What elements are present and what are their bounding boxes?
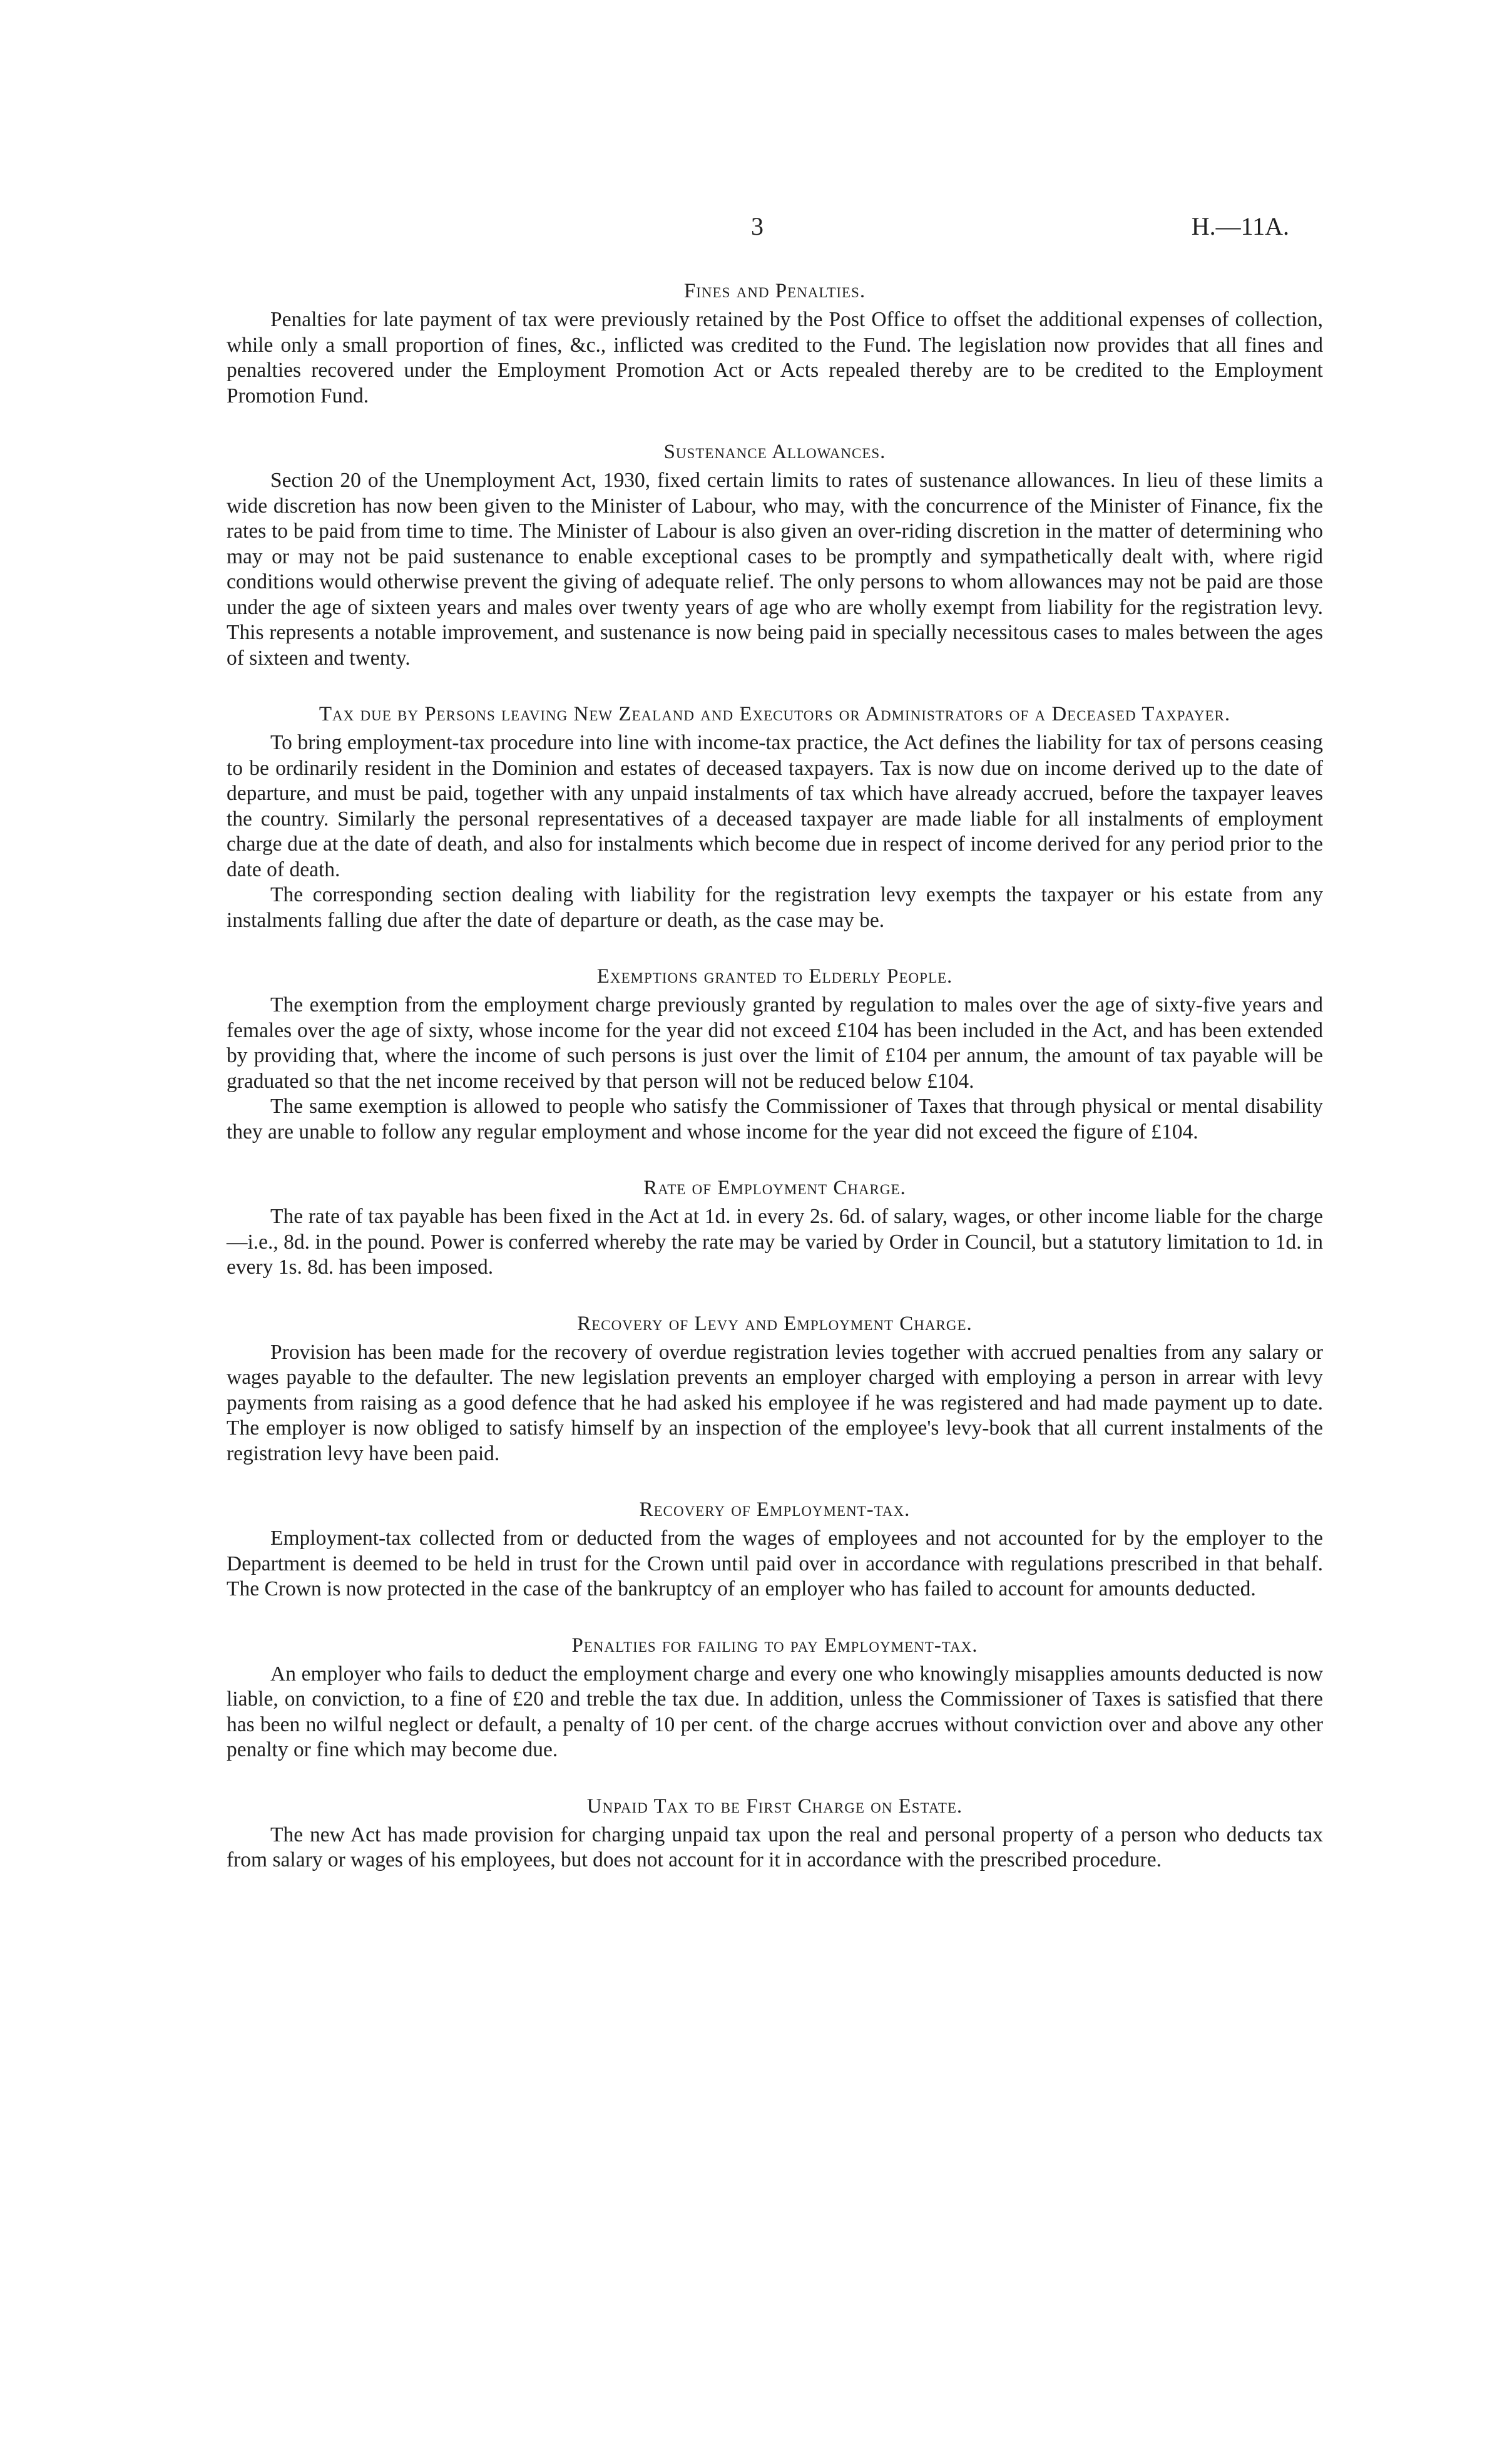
section-tax-due-by-persons-leaving [227,702,1323,933]
paragraph: The new Act has made provision for charging unpaid tax upon the real and personal property of a person who deducts tax from salary or wages of his employees, but does not account for it in accordance with the prescribed procedure. [227,1823,1323,1871]
section-heading: Fines and Penalties. [683,280,866,302]
section-sustenance-allowances [227,439,1323,671]
section-heading: Sustenance Allowances. [663,441,886,463]
document-body [227,279,1323,1873]
section-heading: Penalties for failing to pay Employment-tax. [571,1634,978,1657]
section-heading: Tax due by Persons leaving New Zealand and Executors or Administrators of a Deceased Taxpayer. [319,703,1231,725]
paragraph: To bring employment-tax procedure into line with income-tax practice, the Act defines the liability for tax of persons ceasing to be ordinarily resident in the Dominion and estates of deceased taxpayers. Tax is now due on income derived up to the date of departure, and must be paid, together with any unpaid instalments of tax which have already accrued, before the taxpayer leaves the country. Similarly the personal representatives of a deceased taxpayer are made liable for all instalments of employment charge due at the date of death, and also for instalments which become due in respect of income derived for any period prior to the date of death. [227,731,1323,881]
paragraph: Provision has been made for the recovery of overdue registration levies together with accrued penalties from any salary or wages payable to the defaulter. The new legislation prevents an employer charged with employing a person in arrear with levy payments from raising as a good defence that he had asked his employee if he was registered and had made payment up to date. The employer is now obliged to satisfy himself by an inspection of the employee's levy-book that all current instalments of the registration levy have been paid. [227,1340,1323,1465]
paragraph: Employment-tax collected from or deducted from the wages of employees and not accounted for by the employer to the Department is deemed to be held in trust for the Crown until paid over in accordance with regulations prescribed in that behalf. The Crown is now protected in the case of the bankruptcy of an employer who has failed to account for amounts deducted. [227,1527,1323,1600]
section-heading: Exemptions granted to Elderly People. [596,965,953,988]
section-fines-and-penalties [227,279,1323,409]
section-heading: Recovery of Levy and Employment Charge. [577,1312,973,1335]
section-recovery-of-levy [227,1311,1323,1467]
section-heading: Unpaid Tax to be First Charge on Estate. [586,1794,963,1818]
paragraph: The same exemption is allowed to people who satisfy the Commissioner of Taxes that through physical or mental disability they are unable to follow any regular employment and whose income for the year did not exceed the figure of £104. [227,1095,1323,1144]
section-recovery-of-employment-tax [227,1497,1323,1602]
document-reference: H.—11A. [1191,212,1289,240]
section-rate-of-employment-charge [227,1175,1323,1281]
section-penalties-failing-to-pay [227,1633,1323,1763]
page-number: 3 [751,212,764,240]
paragraph: The exemption from the employment charge previously granted by regulation to males over the age of sixty-five years and females over the age of sixty, whose income for the year did not exceed £104 has been included in the Act, and has been extended by providing that, where the income of such persons is just over the limit of £104 per annum, the amount of tax payable will be graduated so that the net income received by that person will not be reduced below £104. [227,993,1323,1093]
paragraph: Section 20 of the Unemployment Act, 1930, fixed certain limits to rates of sustenance allowances. In lieu of these limits a wide discretion has now been given to the Minister of Labour, who may, with the concurrence of the Minister of Finance, fix the rates to be paid from time to time. The Minister of Labour is also given an over-riding discretion in the matter of determining who may or may not be paid sustenance to enable exceptional cases to be promptly and sympathetically dealt with, where rigid conditions would otherwise prevent the giving of adequate relief. The only persons to whom allowances may not be paid are those under the age of sixteen years and males over twenty years of age who are wholly exempt from liability for the registration levy. This represents a notable improvement, and sustenance is now being paid in specially necessitous cases to males between the ages of sixteen and twenty. [227,469,1323,670]
paragraph: The rate of tax payable has been fixed in the Act at 1d. in every 2s. 6d. of salary, wages, or other income liable for the charge—i.e., 8d. in the pound. Power is conferred whereby the rate may be varied by Order in Council, but a statutory limitation to 1d. in every 1s. 8d. has been imposed. [227,1205,1323,1279]
paragraph: Penalties for late payment of tax were previously retained by the Post Office to offset the additional expenses of collection, while only a small proportion of fines, &c., inflicted was credited to the Fund. The legislation now provides that all fines and penalties recovered under the Employment Promotion Act or Acts repealed thereby are to be credited to the Employment Promotion Fund. [227,308,1323,407]
section-heading: Rate of Employment Charge. [643,1177,906,1199]
paragraph: The corresponding section dealing with liability for the registration levy exempts the taxpayer or his estate from any instalments falling due after the date of departure or death, as the case may be. [227,883,1323,932]
section-unpaid-tax-first-charge [227,1794,1323,1873]
section-exemptions-elderly-people [227,964,1323,1145]
section-heading: Recovery of Employment-tax. [639,1498,911,1521]
paragraph: An employer who fails to deduct the employment charge and every one who knowingly misapplies amounts deducted is now liable, on conviction, to a fine of £20 and treble the tax due. In addition, unless the Commissioner of Taxes is satisfied that there has been no wilful neglect or default, a penalty of 10 per cent. of the charge accrues without conviction over and above any other penalty or fine which may become due. [227,1662,1323,1761]
